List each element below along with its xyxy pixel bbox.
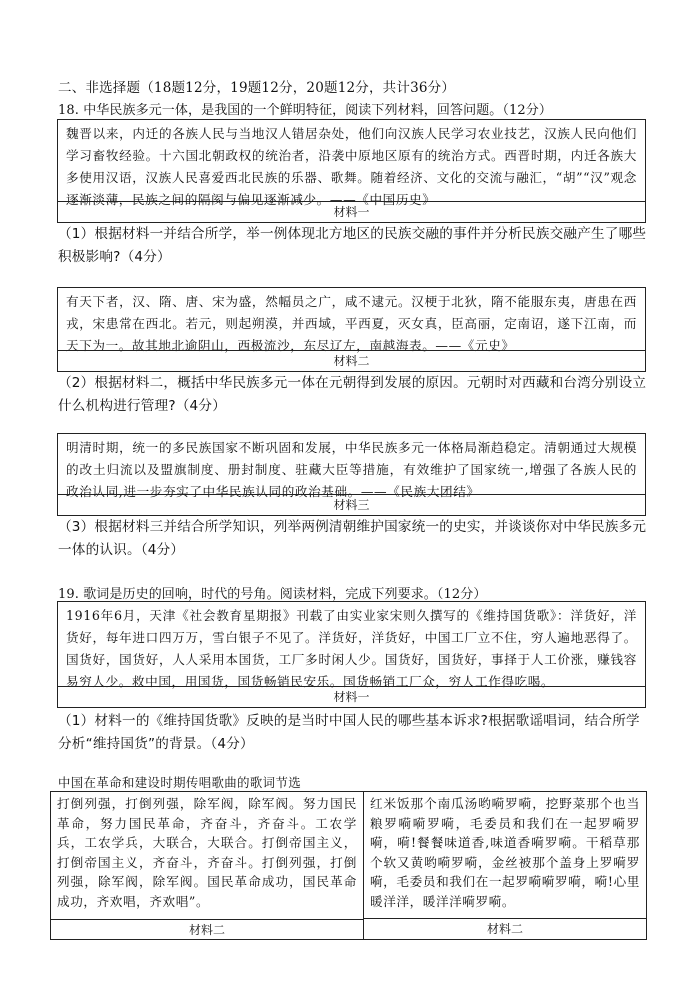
- q18-subquestion-3: （3）根据材料三并结合所学知识，列举两例清朝维护国家统一的史实，并谈谈你对中华民族多元一体的认识。（4分）: [58, 519, 647, 558]
- q18-material-1-caption: 材料一: [58, 201, 645, 222]
- q19-subquestion-1: （1）材料一的《维持国货歌》反映的是当时中国人民的哪些基本诉求?根据歌谣唱词，结合所学分析“维持国货”的背景。（4分）: [58, 713, 640, 752]
- q19-material-1-text: 1916年6月，天津《社会教育星期报》刊载了由实业家宋则久撰写的《维持国货歌》：洋货好，洋货好，每年进口四万万，雪白银子不见了。洋货好，洋货好，中国工厂立不住，穷人遍地恶得了。国货好，国货好，人人采用本国货，工厂多时闲人少。国货好，国货好，事择于人工价涨，赚钱容易穷人少。救中国，用国货，国货畅销民安乐。国货畅销工厂众，穷人工作得吃喝。: [66, 608, 637, 689]
- q19-material-1-box: [57, 601, 646, 708]
- q18-material-2-caption: 材料二: [58, 350, 645, 371]
- q18-subquestion-2: （2）根据材料二，概括中华民族多元一体在元朝得到发展的原因。元朝时对西藏和台湾分别设立什么机构进行管理?（4分）: [58, 375, 647, 414]
- song-table-title: 中国在革命和建设时期传唱歌曲的歌词节选: [58, 775, 302, 790]
- section-heading: 二、非选择题（18题12分，19题12分，20题12分，共计36分）: [58, 80, 456, 96]
- q19-material-1-caption: 材料一: [58, 686, 645, 707]
- q19-stem: 19. 歌词是历史的回响，时代的号角。阅读材料，完成下列要求。（12分）: [58, 587, 487, 602]
- song-table-caption-right: 材料二: [364, 918, 646, 939]
- q18-stem: 18. 中华民族多元一体，是我国的一个鲜明特征，阅读下列材料，回答问题。（12分）: [58, 103, 552, 118]
- q18-material-3-caption: 材料三: [58, 494, 645, 515]
- q18-subquestion-1: （1）根据材料一并结合所学，举一例体现北方地区的民族交融的事件并分析民族交融产生了哪些积极影响?（4分）: [58, 226, 647, 265]
- q18-material-1-box: [57, 119, 646, 223]
- q18-material-2-text: 有天下者，汉、隋、唐、宋为盛，然幅员之广，咸不逮元。汉梗于北狄，隋不能服东夷，唐患在西戎，宋患常在西北。若元，则起朔漠，并西域，平西夏，灭女真，臣高丽，定南诏，遂下江南，而天下为一。故其地北逾阴山，西极流沙，东尽辽左，南越海表。——《元史》: [66, 294, 637, 353]
- q18-material-1-text: 魏晋以来，内迁的各族人民与当地汉人错居杂处，他们向汉族人民学习农业技艺，汉族人民向他们学习畜牧经验。十六国北朝政权的统治者，沿袭中原地区原有的统治方式。西晋时期，内迁各族大多使用汉语，汉族人民喜爱西北民族的乐器、歌舞。随着经济、文化的交流与融汇，“胡”“汉”观念逐渐淡薄，民族之间的隔阂与偏见逐渐减少。——《中国历史》: [66, 126, 637, 207]
- song-table-caption-left: 材料二: [51, 919, 364, 939]
- q18-material-2-box: [57, 287, 646, 372]
- q18-material-3-text: 明清时期，统一的多民族国家不断巩固和发展，中华民族多元一体格局渐趋稳定。清朝通过大规模的改土归流以及盟旗制度、册封制度、驻藏大臣等措施，有效维护了国家统一,增强了各族人民的政治认同,进一步夯实了中华民族认同的政治基础。——《民族大团结》: [66, 440, 637, 499]
- song-lyrics-table: [50, 791, 647, 940]
- q18-material-3-box: [57, 433, 646, 516]
- song-lyrics-left: 打倒列强，打倒列强，除军阀，除军阀。努力国民革命，努力国民革命，齐奋斗，齐奋斗。工农学兵，工农学兵，大联合，大联合。打倒帝国主义，打倒帝国主义，齐奋斗，齐奋斗。打倒列强，打倒列强，除军阀，除军阀。国民革命成功，国民革命成功，齐欢唱，齐欢唱”。: [51, 792, 364, 919]
- song-lyrics-right: 红米饭那个南瓜汤哟嗬罗嗬，挖野菜那个也当粮罗嗬嗬罗嗬，毛委员和我们在一起罗嗬罗嗬，嗬!餐餐味道香,味道香嗬罗嗬。干稻草那个软又黄哟嗬罗嗬，金丝被那个盖身上罗嗬罗嗬，毛委员和我们在一起罗嗬嗬罗嗬，嗬!心里暖洋洋，暖洋洋嗬罗嗬。: [370, 796, 640, 909]
